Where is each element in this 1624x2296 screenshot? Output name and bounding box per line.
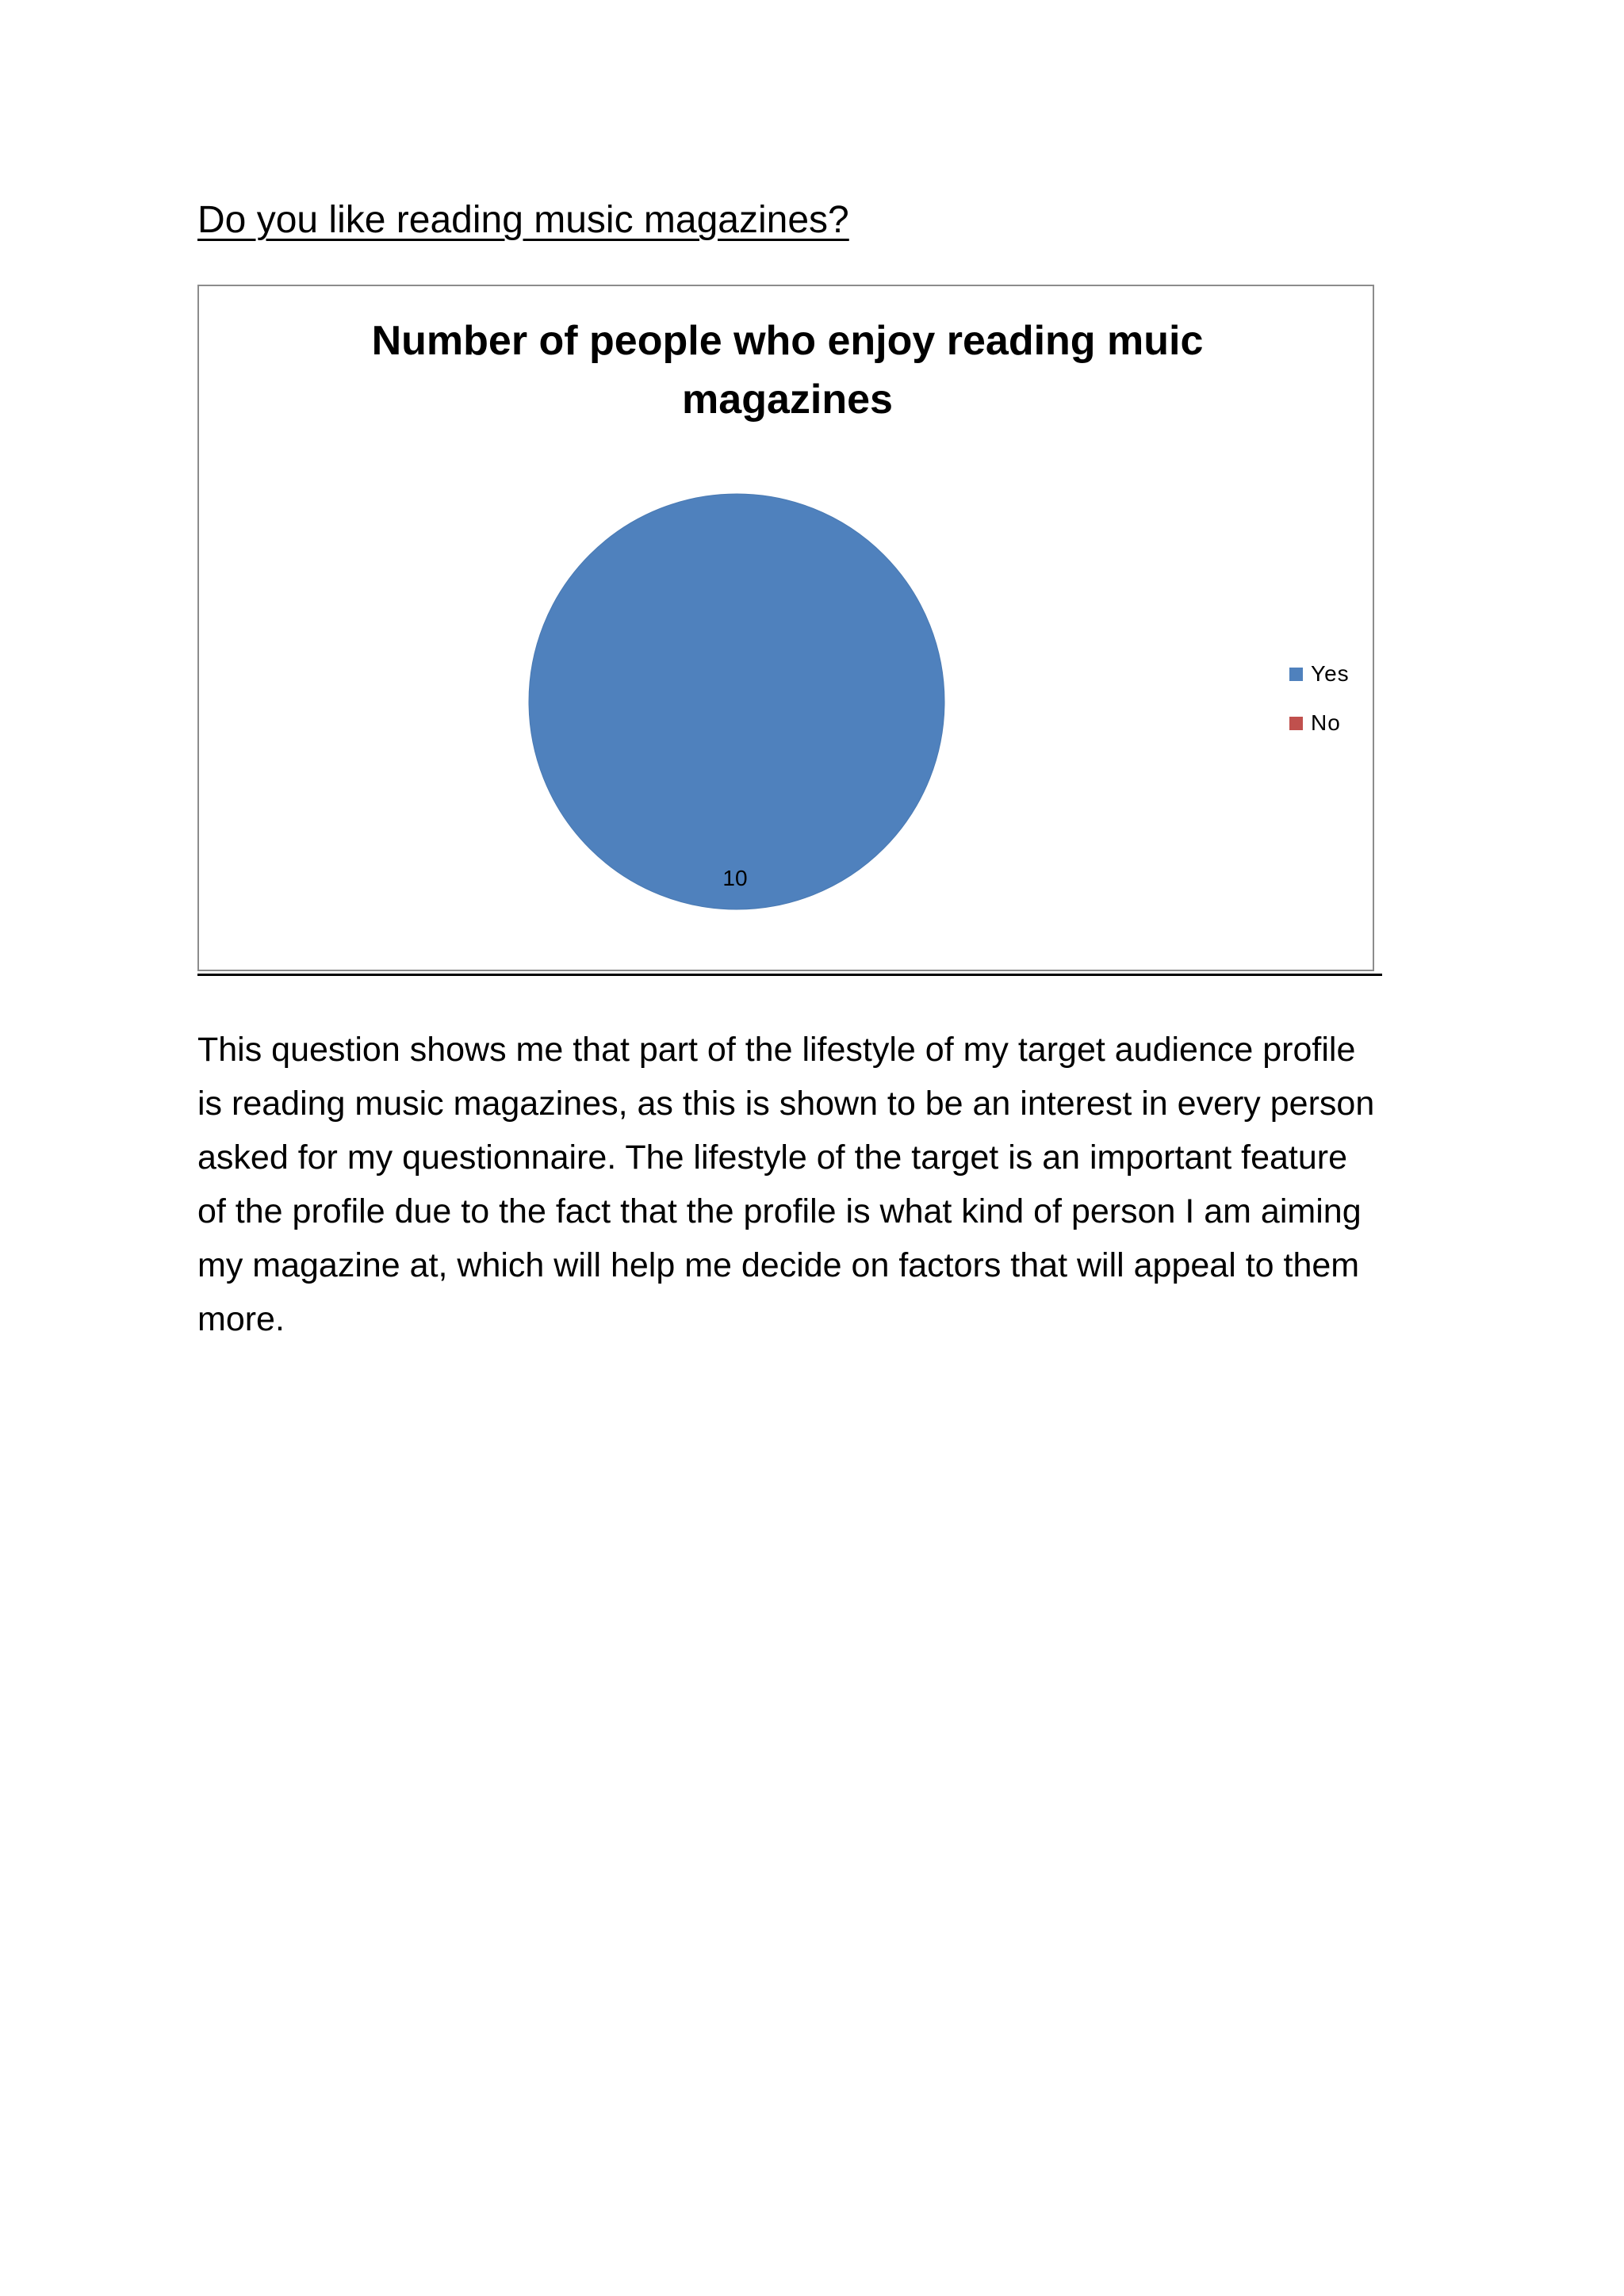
paragraph-line: This question shows me that part of the lifestyle of my target audience profile <box>197 1031 1356 1069</box>
pie-slice-yes <box>529 494 944 909</box>
paragraph-line: my magazine at, which will help me decide on factors that will appeal to them <box>197 1246 1360 1284</box>
pie-data-label-yes: 10 <box>722 866 748 890</box>
legend-item-yes <box>1289 660 1350 687</box>
legend-label-no: No <box>1311 710 1341 735</box>
paragraph-line: is reading music magazines, as this is shown to be an interest in every person <box>197 1085 1375 1123</box>
chart-legend <box>1289 660 1350 759</box>
chart-title-line-2: magazines <box>682 377 893 423</box>
body-paragraph <box>197 1023 1442 1346</box>
paragraph-line: more. <box>197 1300 285 1338</box>
chart-frame <box>197 285 1374 971</box>
legend-swatch-yes <box>1289 668 1303 681</box>
legend-swatch-no <box>1289 717 1303 730</box>
legend-item-no <box>1289 710 1350 737</box>
legend-label-yes: Yes <box>1311 661 1350 686</box>
paragraph-line: of the profile due to the fact that the profile is what kind of person I am aiming <box>197 1192 1362 1230</box>
horizontal-rule <box>197 974 1382 976</box>
pie-chart <box>199 286 1376 973</box>
chart-title-line-1: Number of people who enjoy reading muic <box>371 318 1204 364</box>
question-heading: Do you like reading music magazines? <box>197 199 849 241</box>
paragraph-line: asked for my questionnaire. The lifestyle of the target is an important feature <box>197 1138 1348 1177</box>
